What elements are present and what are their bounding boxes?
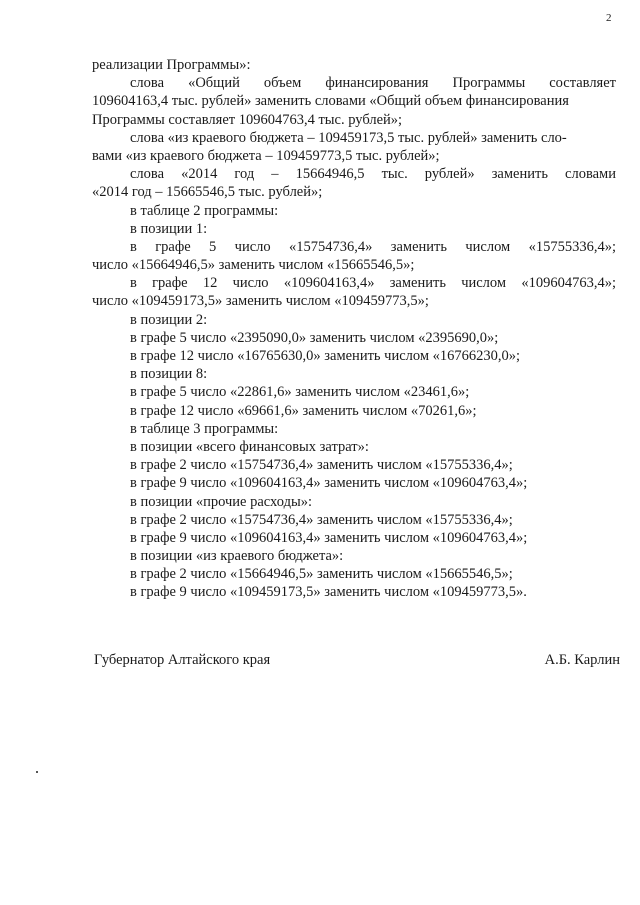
text-line	[92, 292, 616, 310]
text-segment: числом	[461, 275, 507, 292]
text-segment: в графе 12 число «16765630,0» заменить числом «16766230,0»;	[130, 348, 521, 364]
text-line	[92, 420, 616, 438]
text-segment: в графе 9 число «109459173,5» заменить числом «109459773,5».	[130, 584, 527, 601]
page-number: 2	[606, 12, 612, 24]
text-segment: в графе 5 число «22861,6» заменить числом «23461,6»;	[130, 384, 470, 401]
text-segment: слова	[130, 75, 165, 92]
text-segment: заменить	[389, 275, 446, 292]
text-line	[92, 493, 616, 511]
signatory-name: А.Б. Карлин	[544, 652, 620, 668]
text-segment: 109604163,4 тыс. рублей» заменить словами «Общий объем финансирования	[92, 93, 569, 110]
text-segment: в позиции 8:	[130, 366, 208, 383]
text-segment: год	[234, 166, 255, 183]
text-segment: словами	[565, 166, 616, 183]
text-segment: «2014	[181, 166, 218, 183]
text-line	[92, 365, 616, 383]
text-line	[92, 202, 616, 220]
text-line	[92, 329, 616, 347]
signatory-position: Губернатор Алтайского края	[94, 652, 271, 668]
text-segment: число «15664946,5» заменить числом «15665546,5»;	[92, 257, 415, 274]
text-segment: графе	[155, 238, 191, 255]
text-line	[92, 256, 616, 274]
text-segment: 12	[202, 275, 218, 292]
text-segment: «109604163,4»	[283, 275, 375, 292]
text-segment: в позиции «всего финансовых затрат»:	[130, 438, 369, 455]
text-segment: число «109459173,5» заменить числом «109459773,5»;	[92, 293, 429, 310]
text-segment: число	[232, 275, 269, 292]
text-line	[92, 129, 616, 147]
text-segment: «15755336,4»;	[528, 238, 616, 255]
text-segment: графе	[152, 275, 188, 292]
text-segment: заменить	[390, 238, 447, 255]
text-segment: в графе 9 число «109604163,4» заменить числом «109604763,4»;	[130, 475, 528, 492]
text-segment: в графе 2 число «15754736,4» заменить числом «15755336,4»;	[130, 457, 513, 474]
text-segment: 5	[209, 238, 217, 255]
text-segment: Программы	[452, 75, 526, 92]
text-segment: объем	[263, 75, 302, 92]
text-segment: в графе 5 число «2395090,0» заменить числом «2395690,0»;	[130, 329, 499, 346]
text-line	[92, 438, 616, 456]
text-line	[92, 165, 616, 183]
text-segment: слова «из краевого бюджета – 109459173,5 тыс. рублей» заменить сло-	[130, 129, 567, 146]
text-segment: в позиции «из краевого бюджета»:	[130, 548, 344, 565]
text-segment: в	[130, 275, 137, 292]
text-line	[92, 311, 616, 329]
text-segment: рублей»	[424, 166, 475, 183]
text-line	[92, 511, 616, 529]
text-segment: в позиции 2:	[130, 311, 208, 328]
text-line	[92, 74, 616, 92]
text-line	[92, 238, 616, 256]
text-segment: в таблице 2 программы:	[130, 202, 279, 219]
text-line	[92, 274, 616, 292]
text-line	[92, 56, 616, 74]
text-segment: в	[130, 238, 137, 255]
text-segment: –	[271, 166, 279, 183]
text-segment: вами «из краевого бюджета – 109459773,5 тыс. рублей»;	[92, 147, 440, 164]
text-line	[92, 583, 616, 601]
text-segment: Программы составляет 109604763,4 тыс. рублей»;	[92, 111, 403, 128]
text-segment: 15664946,5	[295, 166, 365, 183]
text-segment: реализации Программы»:	[92, 57, 251, 73]
text-segment: в графе 2 число «15754736,4» заменить числом «15755336,4»;	[130, 511, 513, 528]
text-line	[92, 111, 616, 129]
text-segment: «2014 год – 15665546,5 тыс. рублей»;	[92, 184, 323, 201]
text-line	[92, 565, 616, 583]
text-segment: числом	[465, 238, 511, 255]
text-line	[92, 347, 616, 365]
text-segment: в графе 2 число «15664946,5» заменить числом «15665546,5»;	[130, 566, 513, 583]
text-line	[92, 383, 616, 401]
text-line	[92, 220, 616, 238]
text-line	[92, 529, 616, 547]
text-segment: в позиции 1:	[130, 220, 208, 237]
text-line	[92, 183, 616, 201]
text-segment: в графе 9 число «109604163,4» заменить числом «109604763,4»;	[130, 529, 528, 546]
text-line	[92, 147, 616, 165]
scan-speck	[36, 771, 38, 773]
text-segment: число	[234, 238, 271, 255]
text-segment: в графе 12 число «69661,6» заменить числом «70261,6»;	[130, 402, 477, 419]
text-segment: «Общий	[188, 75, 240, 92]
text-segment: заменить	[491, 166, 548, 183]
text-segment: составляет	[549, 75, 616, 92]
signature-block	[94, 652, 620, 669]
text-segment: тыс.	[381, 166, 408, 183]
text-line	[92, 92, 616, 110]
text-segment: «15754736,4»	[289, 238, 373, 255]
text-segment: в позиции «прочие расходы»:	[130, 493, 312, 510]
text-segment: в таблице 3 программы:	[130, 420, 279, 437]
document-body	[92, 56, 616, 602]
text-line	[92, 474, 616, 492]
text-line	[92, 547, 616, 565]
text-segment: финансирования	[325, 75, 429, 92]
text-segment: слова	[130, 166, 165, 183]
text-line	[92, 402, 616, 420]
text-segment: «109604763,4»;	[521, 275, 616, 292]
text-line	[92, 456, 616, 474]
